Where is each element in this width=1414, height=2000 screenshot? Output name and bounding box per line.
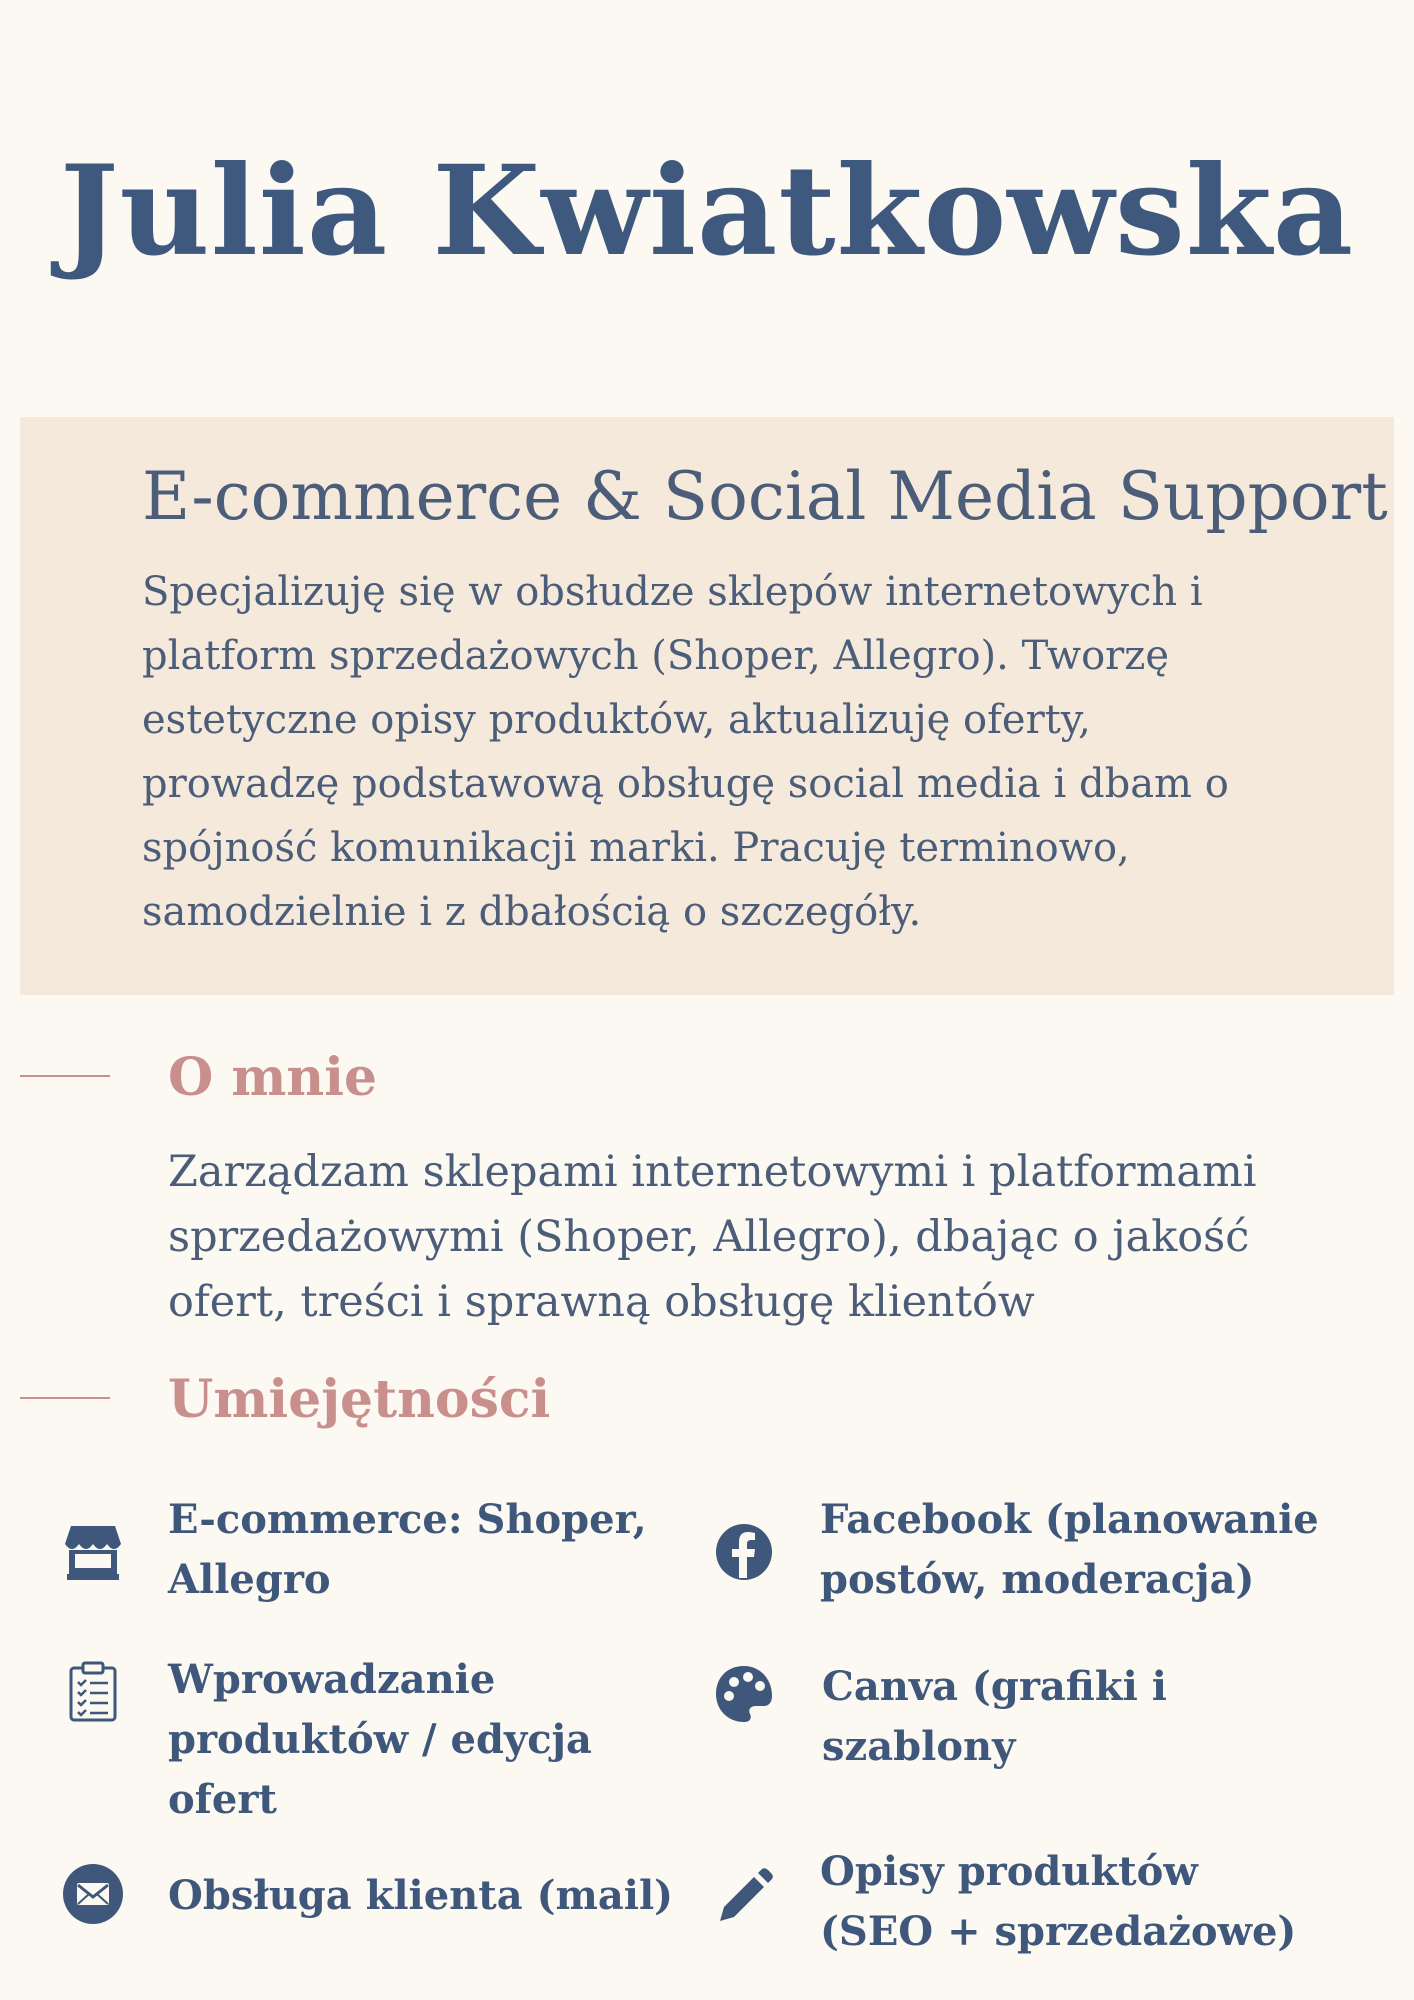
facebook-icon (712, 1520, 776, 1584)
skill-ecommerce: E-commerce: Shoper, Allegro (168, 1496, 647, 1603)
about-divider (20, 1075, 110, 1077)
envelope-icon (61, 1862, 125, 1926)
pencil-icon (712, 1865, 776, 1929)
skill-products: Wprowadzanie produktów / edycja ofert (168, 1656, 592, 1823)
name-title: Julia Kwiatkowska (59, 139, 1355, 284)
skill-facebook: Facebook (planowanie postów, moderacja) (820, 1496, 1319, 1603)
palette-icon (712, 1662, 776, 1726)
store-icon (61, 1520, 125, 1584)
summary-text: Specjalizuję się w obsłudze sklepów internetowych i platform sprzedażowych (Shoper, Allegro). Tworzę estetyczne opisy produktów, aktualizuję oferty, prowadzę podstawową obsługę social media i dbam o spójność komunikacji marki. Pracuję terminowo, samodzielnie i z dbałością o szczegóły. (142, 569, 1229, 935)
summary-title: E-commerce & Social Media Support (142, 458, 1388, 535)
skills-divider (20, 1397, 110, 1399)
skill-customer-service: Obsługa klienta (mail) (168, 1872, 674, 1919)
clipboard-list-icon (61, 1660, 125, 1724)
summary-box (20, 417, 1394, 995)
about-heading: O mnie (168, 1047, 378, 1108)
skill-canva: Canva (grafiki i szablony (822, 1663, 1167, 1770)
skills-heading: Umiejętności (168, 1369, 551, 1430)
about-text: Zarządzam sklepami internetowymi i platformami sprzedażowymi (Shoper, Allegro), dbając o jakość ofert, treści i sprawną obsługę klientów (168, 1147, 1257, 1327)
skill-descriptions: Opisy produktów (SEO + sprzedażowe) (820, 1848, 1297, 1955)
